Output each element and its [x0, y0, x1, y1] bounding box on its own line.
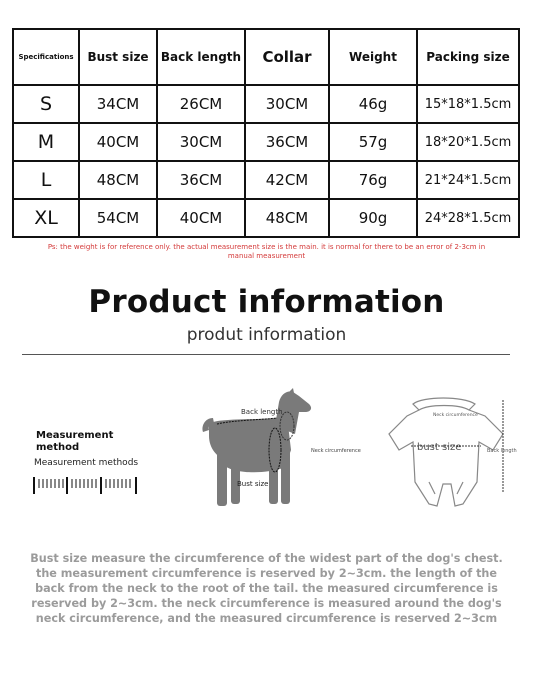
bust-cell: 34CM: [79, 85, 157, 123]
divider: [22, 354, 510, 355]
measurement-methods-label: Measurement methods: [34, 458, 139, 468]
measurement-note: Ps: the weight is for reference only. the actual measurement size is the main. it is normal for there to be an error of 2-3cm in manual measurement: [47, 243, 486, 260]
description-line: neck circumference, and the measured circumference is reserved 2~3cm: [35, 612, 498, 625]
weight-cell: 46g: [329, 85, 417, 123]
collar-cell: 48CM: [245, 199, 329, 237]
bust-cell: 54CM: [79, 199, 157, 237]
dog-back-length-label: Back length: [241, 408, 283, 416]
size-cell: L: [13, 161, 79, 199]
header-collar: Collar: [245, 29, 329, 85]
dog-bust-label: Bust size: [237, 480, 269, 488]
back-length-cell: 26CM: [157, 85, 245, 123]
header-back-length: Back length: [157, 29, 245, 85]
header-weight: Weight: [329, 29, 417, 85]
table-row: [13, 85, 519, 123]
bust-cell: 40CM: [79, 123, 157, 161]
page-title: Product information: [88, 284, 445, 320]
back-length-cell: 40CM: [157, 199, 245, 237]
table-row: [13, 161, 519, 199]
header-packing-size: Packing size: [417, 29, 519, 85]
collar-cell: 42CM: [245, 161, 329, 199]
size-cell: XL: [13, 199, 79, 237]
weight-cell: 90g: [329, 199, 417, 237]
description-line: the measurement circumference is reserved by 2~3cm. the length of the: [35, 567, 497, 580]
measurement-method-label: Measurement method: [36, 430, 114, 453]
measurement-description: [10, 551, 523, 626]
back-length-cell: 30CM: [157, 123, 245, 161]
table-row: [13, 199, 519, 237]
shirt-bust-label: bust size: [417, 442, 462, 453]
packing-size-cell: 15*18*1.5cm: [417, 85, 519, 123]
description-line: Bust size measure the circumference of the widest part of the dog's chest.: [30, 552, 503, 565]
dog-neck-label: Neck circumference: [311, 448, 361, 454]
header-bust-size: Bust size: [79, 29, 157, 85]
collar-cell: 30CM: [245, 85, 329, 123]
size-table: [12, 28, 520, 238]
header-specifications: Specifications: [13, 29, 79, 85]
shirt-neck-label: Neck circumference: [433, 413, 478, 418]
packing-size-cell: 18*20*1.5cm: [417, 123, 519, 161]
table-header-row: [13, 29, 519, 85]
weight-cell: 57g: [329, 123, 417, 161]
size-cell: S: [13, 85, 79, 123]
packing-size-cell: 24*28*1.5cm: [417, 199, 519, 237]
ruler-icon: [34, 474, 142, 496]
shirt-measurement-figure: [383, 394, 518, 509]
table-row: [13, 123, 519, 161]
bust-cell: 48CM: [79, 161, 157, 199]
description-line: back from the neck to the root of the tail. the measured circumference is: [35, 582, 498, 595]
page-subtitle: produt information: [186, 325, 347, 345]
dog-silhouette-icon: [202, 388, 311, 506]
dog-measurement-figure: [195, 388, 361, 518]
collar-cell: 36CM: [245, 123, 329, 161]
packing-size-cell: 21*24*1.5cm: [417, 161, 519, 199]
description-line: reserved by 2~3cm. the neck circumference is measured around the dog's: [31, 597, 502, 610]
shirt-back-length-label: Back length: [487, 448, 517, 454]
weight-cell: 76g: [329, 161, 417, 199]
back-length-cell: 36CM: [157, 161, 245, 199]
size-cell: M: [13, 123, 79, 161]
